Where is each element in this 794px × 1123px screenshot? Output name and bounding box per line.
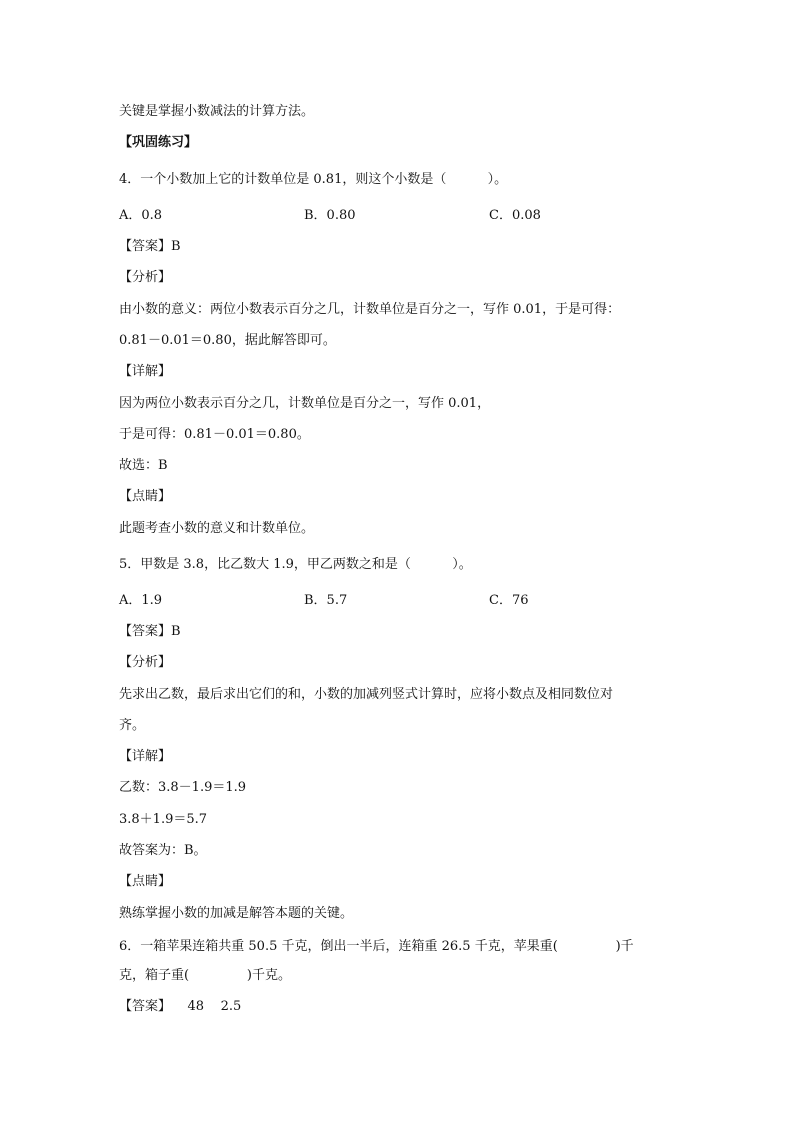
q4-analysis-line-2: 0.81－0.01＝0.80，据此解答即可。 [119,333,336,348]
q6-stem-line-2: 克，箱子重( )千克。 [119,968,291,983]
q5-comment-label: 【点睛】 [119,874,172,889]
q6-answer: 【答案】 48 2.5 [119,999,242,1014]
q5-option-a: A．1.9 [119,593,163,608]
q4-detail-line-2: 于是可得：0.81－0.01＝0.80。 [119,427,310,442]
q4-answer: 【答案】B [119,239,181,254]
q4-detail-label: 【详解】 [119,364,172,379]
q5-comment: 熟练掌握小数的加减是解答本题的关键。 [119,906,354,921]
q5-detail-line-2: 3.8＋1.9＝5.7 [119,812,208,827]
q4-comment-label: 【点睛】 [119,489,172,504]
q6-stem-line-1: 6．一箱苹果连箱共重 50.5 千克，倒出一半后，连箱重 26.5 千克，苹果重( )千 [119,939,634,954]
q4-stem: 4．一个小数加上它的计数单位是 0.81，则这个小数是（ ）。 [119,172,508,187]
q4-option-c: C．0.08 [489,208,541,223]
q4-analysis-label: 【分析】 [119,270,172,285]
q4-option-a: A．0.8 [119,208,163,223]
q5-analysis-line-1: 先求出乙数，最后求出它们的和，小数的加减列竖式计算时，应将小数点及相同数位对 [119,687,614,702]
section-title: 【巩固练习】 [119,135,198,150]
q5-detail-line-3: 故答案为：B。 [119,843,207,858]
q5-answer: 【答案】B [119,624,181,639]
q4-detail-line-1: 因为两位小数表示百分之几，计数单位是百分之一，写作 0.01， [119,396,491,411]
q5-detail-label: 【详解】 [119,749,172,764]
q4-detail-line-3: 故选：B [119,458,168,473]
q4-analysis-line-1: 由小数的意义：两位小数表示百分之几，计数单位是百分之一，写作 0.01，于是可得： [119,302,621,317]
intro-text: 关键是掌握小数减法的计算方法。 [119,104,315,119]
q5-detail-line-1: 乙数：3.8－1.9＝1.9 [119,780,247,795]
q5-option-c: C．76 [489,593,529,608]
q4-option-b: B．0.80 [304,208,356,223]
q5-stem: 5．甲数是 3.8，比乙数大 1.9，甲乙两数之和是（ ）。 [119,557,472,572]
q5-analysis-line-2: 齐。 [119,718,146,733]
q5-option-b: B．5.7 [304,593,348,608]
q4-comment: 此题考查小数的意义和计数单位。 [119,521,315,536]
q5-analysis-label: 【分析】 [119,655,172,670]
